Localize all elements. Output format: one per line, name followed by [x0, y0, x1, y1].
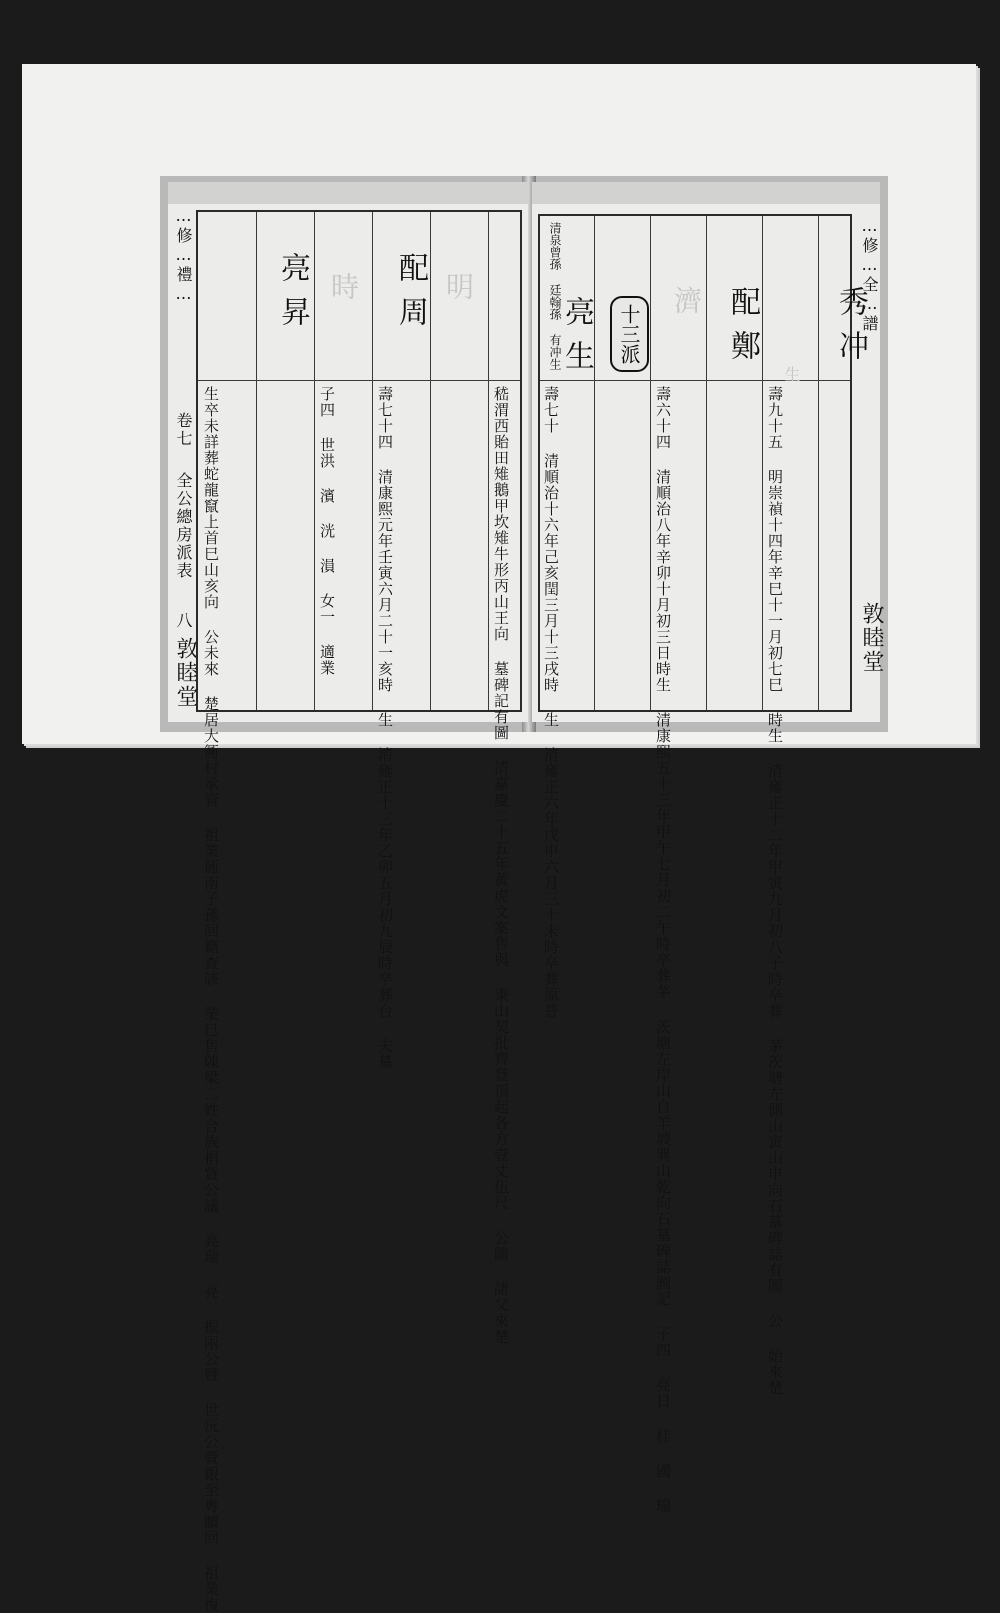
right-hall-name: 敦睦堂	[859, 602, 884, 674]
left-page-number: 八	[174, 612, 193, 630]
right-entry-0-name: 亮生	[559, 296, 594, 384]
left-table-frame: 明 時 嵇渭西貽田雉鵝甲坎雉牛形丙山王向 墓碑記有圖 清嘉慶二十五年黃虎文案售與 秉山契批齊登頂起各方壹丈伍尺 公隨 諸父來楚 配周 壽七十四 清康熙元年壬寅六月二十一亥時 生 清雍正十三年乙卯五月初九辰時卒葬台 夫墓 子四 世洪 濱 洸 溳 女一 適業 亮昇 生卒未詳葬蛇龍竄上首巳山亥向 公未來 楚居大衕村承管 祖業衕南子孫回籍查該 業巳售陳梁二姓合族捐貲公議 亮瑞 亮 振兩公暨 世沅公賫銀至粵贖回 祖業復	[196, 210, 522, 712]
left-entry-3-bio: 生卒未詳葬蛇龍竄上首巳山亥向 公未來 楚居大衕村承管 祖業衕南子孫回籍查該 業巳售陳梁二姓合族捐貲公議 亮瑞 亮 振兩公暨 世沅公賫銀至粵贖回 祖業復	[202, 386, 220, 1613]
right-entry-2-name: 秀冲	[833, 286, 868, 374]
right-entry-0-bio: 壽七十 清順治十六年己亥閏三月十三戌時 生 清雍正六年戊申六月三十未時卒葬原普	[542, 386, 560, 1019]
left-hall-name: 敦睦堂	[173, 637, 198, 709]
right-title-margin: …修…全…譜	[860, 216, 879, 333]
left-volume: 卷七	[174, 412, 193, 448]
scanned-sheet	[22, 64, 976, 1613]
right-page	[532, 182, 884, 1514]
generation-badge: 十三派	[610, 296, 649, 372]
left-entry-1-name: 配周	[393, 252, 428, 340]
left-entry-3-name: 亮昇	[275, 252, 310, 340]
genealogy-book-photo	[160, 176, 888, 1613]
right-entry-1-name: 配鄭	[725, 286, 760, 374]
left-section: 全公總房派表	[174, 472, 193, 580]
left-page	[168, 182, 528, 1613]
left-entry-1-bio: 壽七十四 清康熙元年壬寅六月二十一亥時 生 清雍正十三年乙卯五月初九辰時卒葬台 夫墓	[376, 386, 394, 1070]
right-entry-2-bio: 壽九十五 明崇禎十四年辛巳十一月初七巳 時生 清雍正十二年甲寅九月初八子時卒葬 茅茨塘左側山寅山申向石墓碑誌有圖 公 始來楚	[766, 386, 784, 1396]
right-entry-1-bio: 壽六十四 清順治八年辛卯十月初三日時生 清康熙五十三年甲午七月初二午時卒葬茅 茨塘左岸山自羊坡巽山乾向石墓碑誌圖記 子四 亮日 桂 國 瑞	[654, 386, 672, 1514]
left-entry-2-bio: 子四 世洪 濱 洸 溳 女一 適業	[318, 386, 336, 676]
left-entry-0-bio: 嵇渭西貽田雉鵝甲坎雉牛形丙山王向 墓碑記有圖 清嘉慶二十五年黃虎文案售與 秉山契批齊登頂起各方壹丈伍尺 公隨 諸父來楚	[492, 386, 510, 1345]
right-table-frame: 濟 生 清泉曾孫 廷翰孫 有冲生 亮生 壽七十 清順治十六年己亥閏三月十三戌時 生 清雍正六年戊申六月三十未時卒葬原普 十三派 配鄭 壽六十四 清順治八年辛卯十月初三日時生 清康熙五十三年甲午七月初二午時卒葬茅 茨塘左岸山自羊坡巽山乾向石墓碑誌圖記 子四 亮日 桂 國 瑞 秀冲 壽九十五 明崇禎十四年辛巳十一月初七巳 時生 清雍正十二年甲寅九月初八子時卒葬 茅茨塘左側山寅山申向石墓碑誌有圖 公 始來楚	[538, 214, 852, 712]
left-title-margin: …修…禮…	[174, 206, 193, 305]
right-entry-0-gen-note: 清泉曾孫 廷翰孫 有冲生	[548, 222, 562, 370]
